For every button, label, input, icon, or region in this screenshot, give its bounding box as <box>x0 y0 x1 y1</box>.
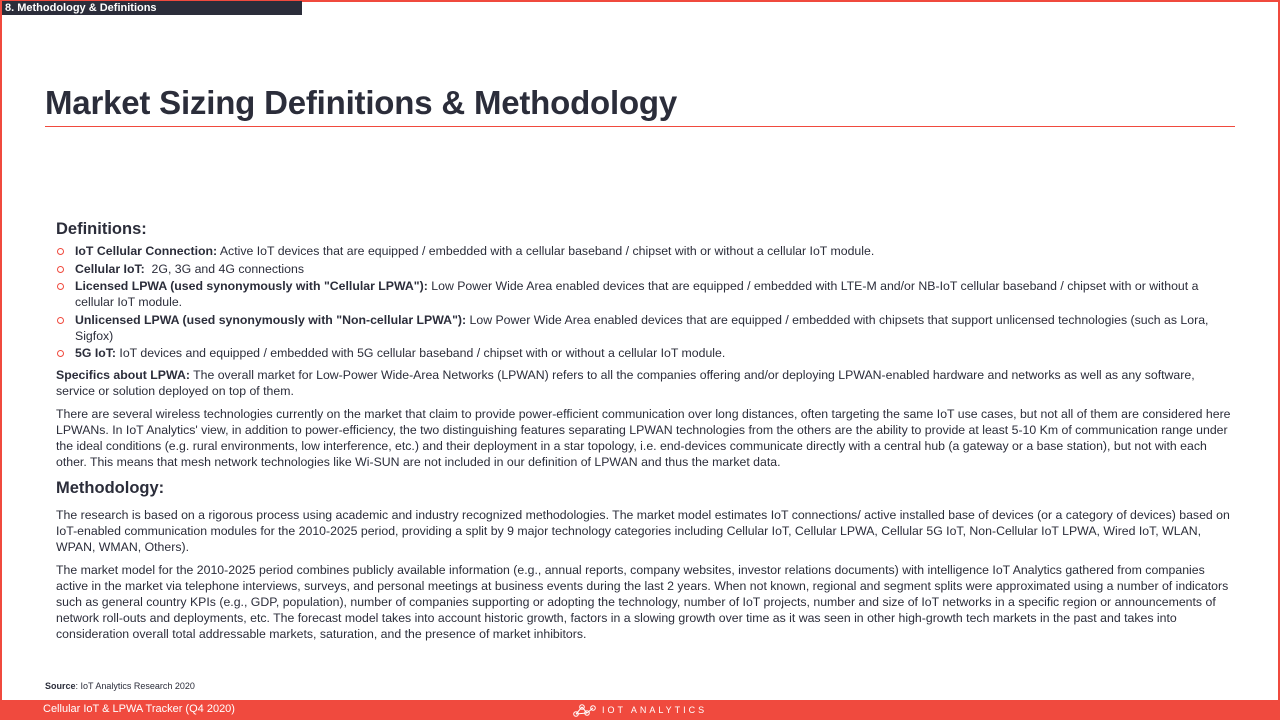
definitions-list <box>56 243 1232 361</box>
definition-term: Licensed LPWA (used synonymously with "Cellular LPWA"): <box>75 279 428 293</box>
source-note <box>45 681 195 691</box>
definitions-heading: Definitions: <box>56 220 147 238</box>
definition-term: 5G IoT: <box>75 346 116 360</box>
definition-text: Active IoT devices that are equipped / embedded with a cellular baseband / chipset with or without a cellular IoT module. <box>217 244 875 258</box>
logo-text: IOT ANALYTICS <box>602 705 708 715</box>
bullet-icon <box>57 283 64 290</box>
source-label: Source <box>45 681 76 691</box>
title-divider <box>45 126 1235 127</box>
section-tag: 8. Methodology & Definitions <box>2 1 302 15</box>
lpwan-technologies-paragraph: There are several wireless technologies currently on the market that claim to provide power-efficient communication over long distances, often targeting the same IoT use cases, but not all of them are considered here LPWANs. In IoT Analytics' view, in addition to power-efficiency, the two distinguishing features separating LPWAN technologies from the others are the ability to provide at least 5-10 Km of communication range under the ideal conditions (e.g. rural environments, low interference, etc.) and their deployment in a star topology, i.e. end-devices communicate directly with a central hub (a gateway or a base station), but not with each other. This means that mesh network technologies like Wi-SUN are not included in our definition of LPWAN and thus the market data. <box>56 407 1231 469</box>
bullet-icon <box>57 266 64 273</box>
lpwa-specifics-text: The overall market for Low-Power Wide-Area Networks (LPWAN) refers to all the companies offering and/or deploying LPWAN-enabled hardware and networks as well as any software, service or solution deployed on top of them. <box>56 368 1195 398</box>
bullet-icon <box>57 248 64 255</box>
definition-term: Cellular IoT: <box>75 261 145 276</box>
definition-text: IoT devices and equipped / embedded with 5G cellular baseband / chipset with or without a cellular IoT module. <box>116 346 726 360</box>
definition-item <box>56 261 1232 277</box>
definition-text: Low Power Wide Area enabled devices that are equipped / embedded with chipsets that support unlicensed technologies (such as Lora, Sigfox) <box>75 312 1209 343</box>
content-body <box>56 218 1232 649</box>
methodology-paragraph: The research is based on a rigorous process using academic and industry recognized methodologies. The market model estimates IoT connections/ active installed base of devices (or a category of devices) based on IoT-enabled communication modules for the 2010-2025 period, providing a split by 9 major technology categories including Cellular IoT, Cellular LPWA, Cellular 5G IoT, Non-Cellular IoT LPWA, Wired IoT, WLAN, WPAN, WMAN, Others). <box>56 508 1230 554</box>
definition-item <box>56 345 1232 361</box>
footer-bar <box>0 700 1280 720</box>
bullet-icon <box>57 350 64 357</box>
page-title: Market Sizing Definitions & Methodology <box>45 84 678 121</box>
methodology-heading: Methodology: <box>56 479 165 497</box>
iot-analytics-logo <box>571 702 707 718</box>
definition-term: Unlicensed LPWA (used synonymously with "Non-cellular LPWA"): <box>75 312 467 327</box>
definition-item <box>56 312 1232 344</box>
source-text: : IoT Analytics Research 2020 <box>75 681 195 691</box>
bullet-icon <box>57 317 64 324</box>
definition-term: IoT Cellular Connection: <box>75 244 218 258</box>
definition-text: Low Power Wide Area enabled devices that are equipped / embedded with LTE-M and/or NB-IoT cellular baseband / chipset with or without a cellular IoT module. <box>75 279 1199 309</box>
definition-item <box>56 243 1232 259</box>
definition-text: 2G, 3G and 4G connections <box>144 261 304 276</box>
network-nodes-icon <box>571 702 597 718</box>
footer-report-name: Cellular IoT & LPWA Tracker (Q4 2020) <box>43 703 235 715</box>
definition-item <box>56 278 1232 310</box>
lpwa-specifics-term: Specifics about LPWA: <box>56 368 190 382</box>
lpwa-specifics-paragraph <box>56 367 1232 399</box>
methodology-paragraph: The market model for the 2010-2025 period combines publicly available information (e.g., annual reports, company websites, investor relations documents) with intelligence IoT Analytics gathered from companies active in the market via telephone interviews, surveys, and personal meetings at business events during the last 2 years. When not known, regional and segment splits were approximated using a number of indicators such as general country KPIs (e.g., GDP, population), number of companies supporting or adopting the technology, number of IoT projects, number and size of IoT networks in a specific region or announcements of network roll-outs and deployments, etc. The forecast model takes into account historic growth, factors in a slowing growth over time as it was seen in other high-growth tech markets in the past and takes into consideration overall total addressable markets, saturation, and the presence of market inhibitors. <box>56 563 1229 641</box>
